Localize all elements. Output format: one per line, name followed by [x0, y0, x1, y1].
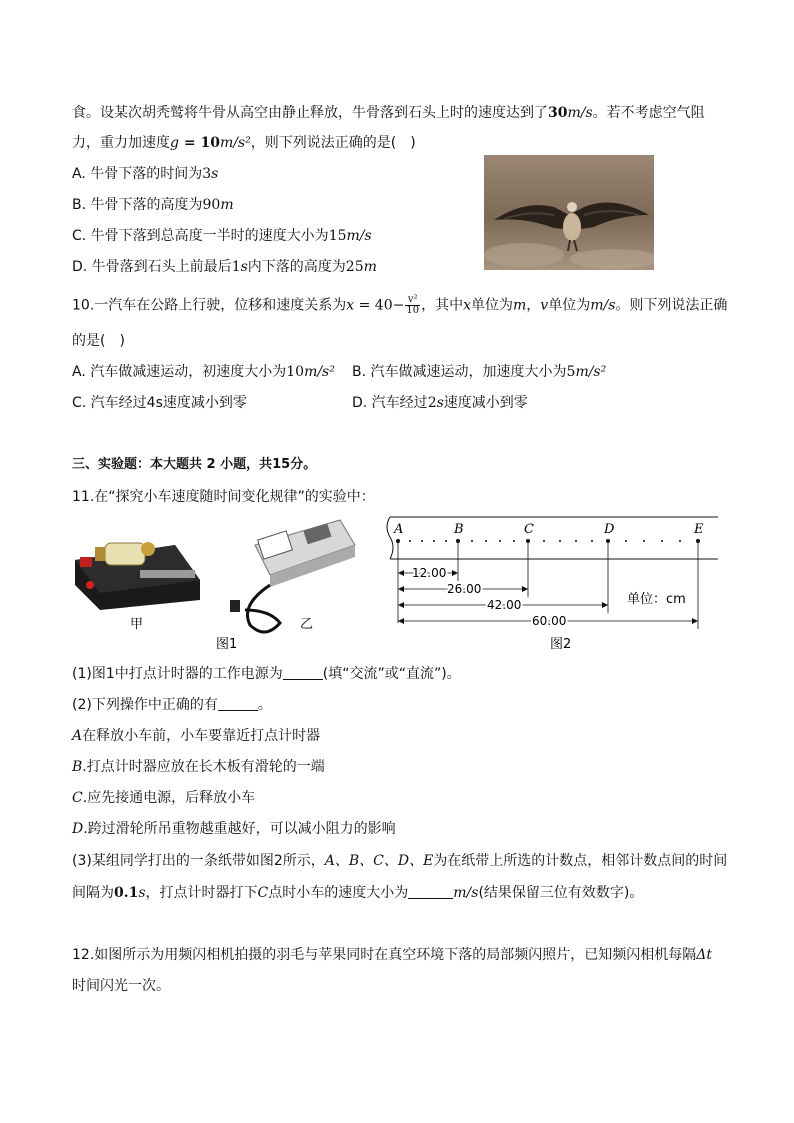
dimension-label: 60.00 — [532, 614, 567, 628]
tape-dots — [409, 540, 681, 542]
figure-2 — [380, 515, 725, 655]
q9-line2: 力，重力加速度g = 10m/s²，则下列说法正确的是( ) — [72, 135, 416, 151]
tape-dot — [661, 540, 663, 542]
vulture-photo — [484, 155, 654, 270]
count-point-label-A: A — [394, 522, 404, 537]
answer-blank-2[interactable] — [218, 696, 258, 711]
figure-1-drawing — [70, 515, 370, 655]
tape-dot — [409, 540, 411, 542]
tape-dot — [543, 540, 545, 542]
answer-blank-3[interactable] — [408, 884, 453, 899]
fig2-caption: 图2 — [550, 637, 572, 652]
tape-dot — [591, 540, 593, 542]
q11-part3-line2: 间隔为0.1s，打点计时器打下C点时小车的速度大小为 m/s(结果保留三位有效数字)。 — [72, 885, 644, 901]
tape-dot — [679, 540, 681, 542]
fig1-label-yi: 乙 — [300, 617, 314, 632]
q10-option-c: C. 汽车经过4s速度减小到零 — [72, 395, 247, 411]
q10-option-b: B. 汽车做减速运动，加速度大小为5m/s² — [352, 364, 607, 380]
q11-title: 11.在“探究小车速度随时间变化规律”的实验中： — [72, 489, 375, 505]
q9-option-a: A. 牛骨下落的时间为3s — [72, 166, 219, 182]
q11-option-d: D.跨过滑轮所吊重物越重越好，可以减小阻力的影响 — [72, 821, 396, 837]
dimension-label: 26.00 — [447, 582, 482, 596]
fig1-caption: 图1 — [216, 637, 238, 652]
tape-dot — [559, 540, 561, 542]
q11-part1: (1)图1中打点计时器的工作电源为 (填“交流”或“直流”)。 — [72, 666, 461, 682]
tape-dot — [471, 540, 473, 542]
q10-option-d: D. 汽车经过2s速度减小到零 — [352, 395, 528, 411]
q12-line2: 时间闪光一次。 — [72, 978, 170, 994]
tape-dot — [513, 540, 515, 542]
answer-blank-1[interactable] — [283, 665, 323, 680]
q9-option-c: C. 牛骨下落到总高度一半时的速度大小为15m/s — [72, 228, 372, 244]
figure-1 — [70, 515, 370, 655]
tape-points — [393, 522, 704, 543]
count-point-label-E: E — [694, 522, 704, 537]
spark-timer-drawing — [75, 542, 200, 610]
tape-dot — [485, 540, 487, 542]
section-3-heading: 三、实验题：本大题共 2 小题，共15分。 — [72, 457, 317, 472]
count-point-label-C: C — [524, 522, 534, 537]
count-point-label-D: D — [604, 522, 615, 537]
tape-dot — [625, 540, 627, 542]
q9-option-b: B. 牛骨下落的高度为90m — [72, 197, 234, 213]
tape-dot — [643, 540, 645, 542]
figure-2-tape — [380, 515, 725, 655]
q12-line1: 12.如图所示为用频闪相机拍摄的羽毛与苹果同时在真空环境下落的局部频闪照片，已知频闪相机每隔Δt — [72, 947, 713, 963]
q9-option-d: D. 牛骨落到石头上前最后1s内下落的高度为25m — [72, 259, 377, 275]
q11-option-c: C.应先接通电源，后释放小车 — [72, 790, 256, 806]
count-point-label-B: B — [454, 522, 464, 537]
dimension-label: 12.00 — [412, 566, 447, 580]
tape-dot — [445, 540, 447, 542]
q10-line2: 的是( ) — [72, 333, 125, 349]
tape-dot — [499, 540, 501, 542]
unit-label: 单位：cm — [627, 592, 686, 607]
dimension-label: 42.00 — [487, 598, 522, 612]
q11-option-a: A在释放小车前，小车要靠近打点计时器 — [72, 728, 321, 744]
tape-dimensions — [398, 541, 698, 629]
tape-dot — [433, 540, 435, 542]
q9-line1: 食。设某次胡秃鹫将牛骨从高空由静止释放，牛骨落到石头上时的速度达到了30m/s。若不考虑空气阻 — [72, 105, 705, 121]
q11-part3-line1: (3)某组同学打出的一条纸带如图2所示，A、B、C、D、E为在纸带上所选的计数点，相邻计数点间的时间 — [72, 853, 728, 869]
q11-option-b: B.打点计时器应放在长木板有滑轮的一端 — [72, 759, 325, 775]
fig1-label-jia: 甲 — [130, 617, 144, 632]
q10-option-a: A. 汽车做减速运动，初速度大小为10m/s² — [72, 364, 335, 380]
tape-dot — [575, 540, 577, 542]
electronic-timer-drawing — [230, 520, 355, 632]
q10-line1: 10.一汽车在公路上行驶，位移和速度关系为x = 40− $\frac{\text{v²}}{10}$ ，其中x单位为m，v单位为m/s。则下列说法正确 — [72, 294, 728, 316]
tape-dot — [421, 540, 423, 542]
q11-part2: (2)下列操作中正确的有 。 — [72, 697, 272, 713]
q10-fraction: $\frac{\text{v²}}{10}$ — [406, 294, 420, 316]
